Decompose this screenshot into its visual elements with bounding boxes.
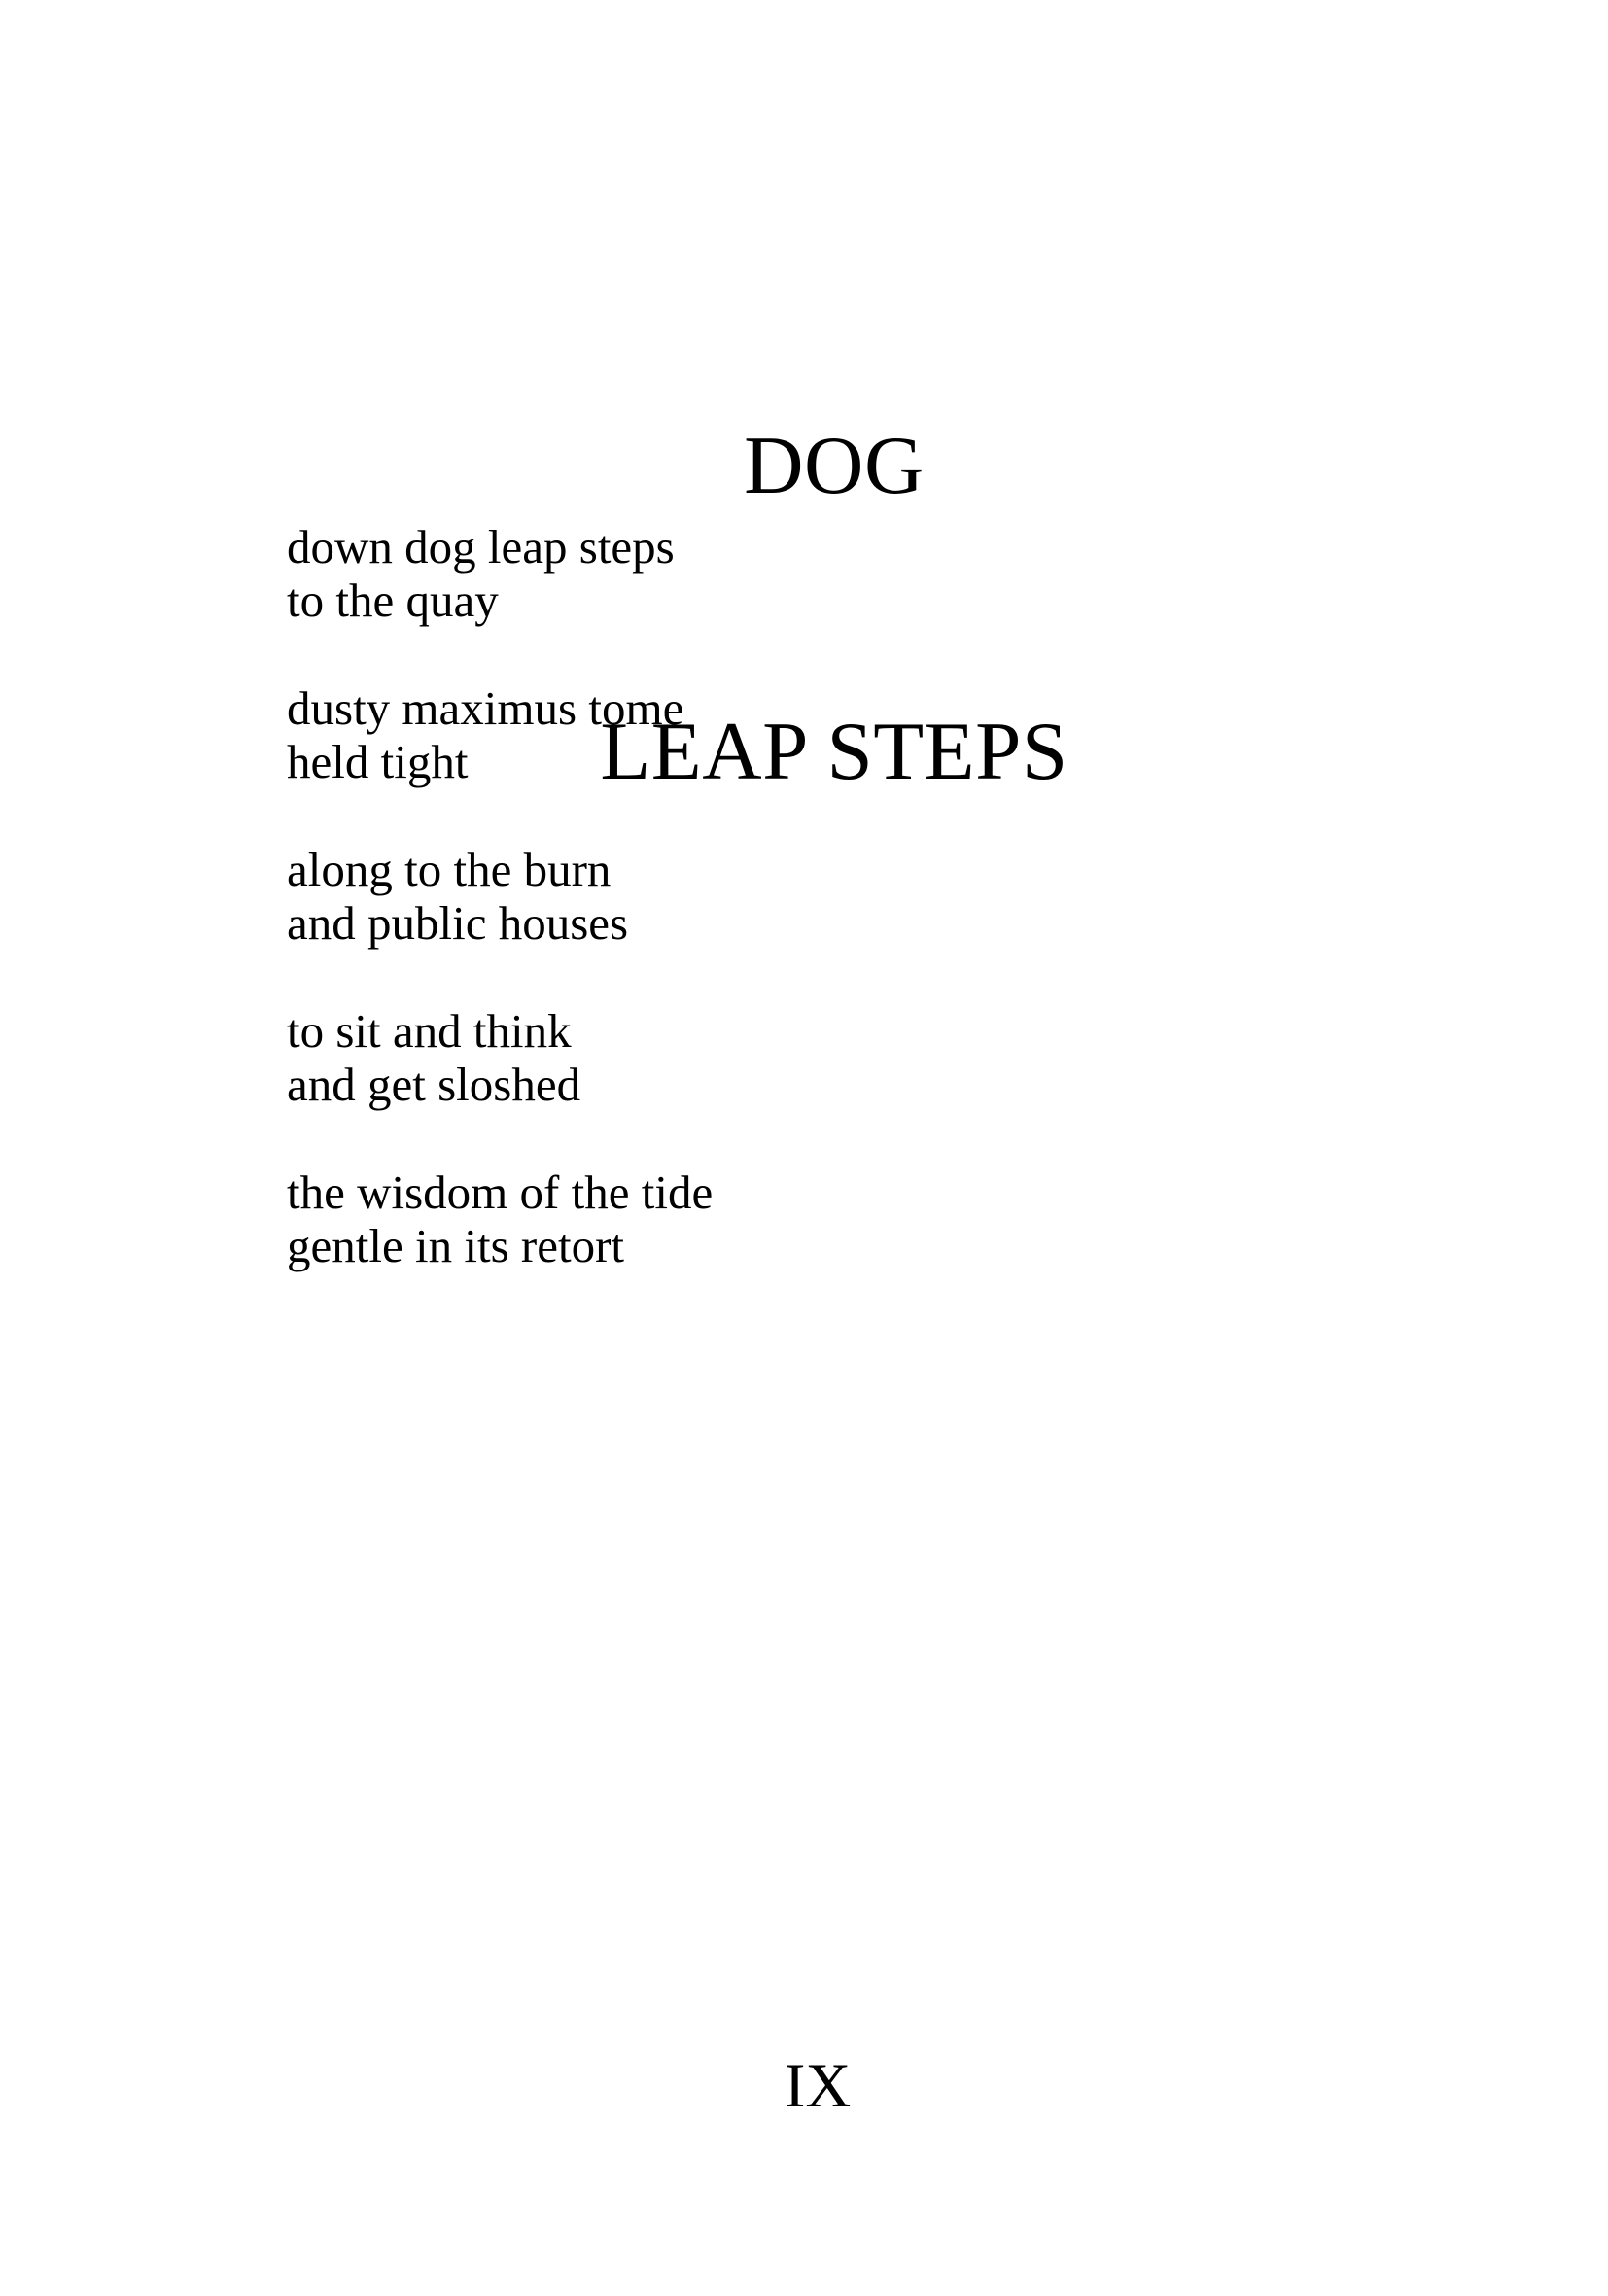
poem-title-line-2: LEAP STEPS [600, 706, 1068, 797]
poem-line: and public houses [287, 896, 629, 950]
poem-stanza-1 [287, 520, 713, 627]
poem-line: and get sloshed [287, 1058, 581, 1111]
poem-line: gentle in its retort [287, 1219, 624, 1272]
poem-line: dusty maximus tome [287, 681, 684, 735]
poem-stanza-5 [287, 1165, 713, 1272]
poem-line: held tight [287, 735, 469, 788]
poem-line: to sit and think [287, 1004, 572, 1058]
poem-stanza-4 [287, 1004, 713, 1111]
page-number: IX [784, 2051, 852, 2121]
poem-line: the wisdom of the tide [287, 1165, 714, 1219]
poem-line: down dog leap steps [287, 520, 675, 574]
poem-title-line-1: DOG [744, 420, 925, 511]
poem-title [0, 227, 1608, 990]
poem-body [287, 520, 713, 1327]
poem-line: to the quay [287, 574, 499, 627]
poem-stanza-2 [287, 681, 713, 788]
poem-stanza-3 [287, 843, 713, 950]
poem-line: along to the burn [287, 843, 612, 896]
